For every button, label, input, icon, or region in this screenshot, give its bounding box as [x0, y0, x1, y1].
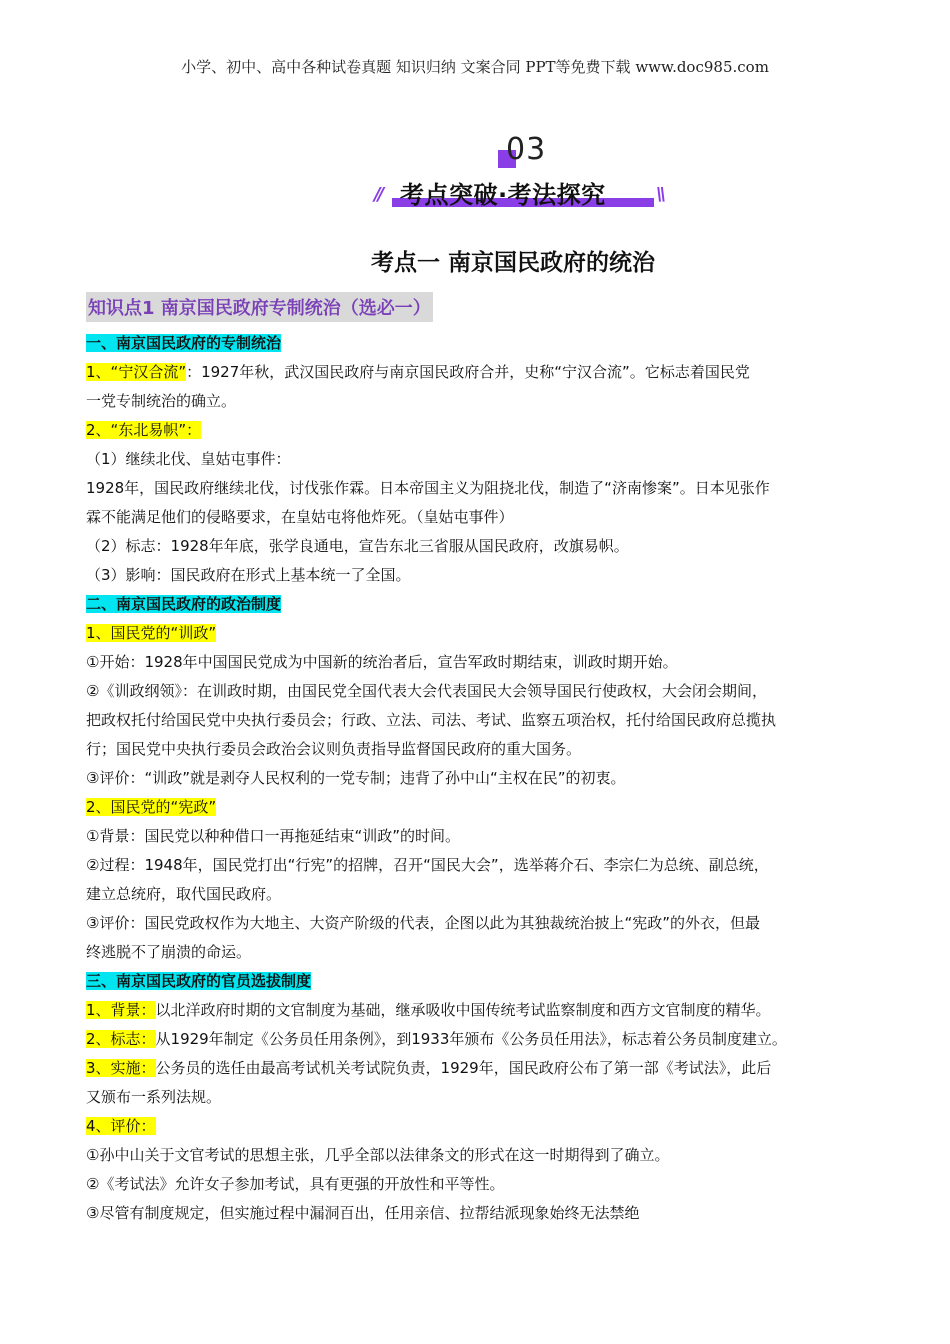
body-text: 从1929年制定《公务员任用条例》，到1933年颁布《公务员任用法》，标志着公务员制度建立。 [155, 1030, 787, 1048]
highlighted-label: 2、国民党的“宪政” [86, 798, 217, 816]
text-line [86, 706, 876, 735]
text-line [86, 1025, 876, 1054]
text-line [86, 909, 876, 938]
text-line [86, 677, 876, 706]
body-text: 又颁布一系列法规。 [86, 1088, 222, 1106]
body-text: （1）继续北伐、皇姑屯事件： [86, 450, 291, 468]
highlighted-label: 2、“东北易帜”： [86, 421, 202, 439]
body-text: （2）标志：1928年年底，张学良通电，宣告东北三省服从国民政府，改旗易帜。 [86, 537, 629, 555]
section-heading: 一、南京国民政府的专制统治 [86, 334, 282, 352]
text-line [86, 967, 876, 996]
body-text: 建立总统府，取代国民政府。 [86, 885, 282, 903]
highlighted-label: 4、评价： [86, 1117, 156, 1135]
text-line [86, 503, 876, 532]
left-slash-decoration: // [374, 184, 382, 205]
text-line [86, 445, 876, 474]
section-number-block [498, 132, 558, 172]
highlighted-label: 1、国民党的“训政” [86, 624, 217, 642]
section-heading: 三、南京国民政府的官员选拔制度 [86, 972, 312, 990]
body-text: 霖不能满足他们的侵略要求，在皇姑屯将他炸死。（皇姑屯事件） [86, 508, 514, 526]
body-text: 一党专制统治的确立。 [86, 392, 237, 410]
body-text: ③评价：“训政”就是剥夺人民权利的一党专制；违背了孙中山“主权在民”的初衷。 [86, 769, 626, 787]
text-line [86, 329, 876, 358]
body-text: （3）影响：国民政府在形式上基本统一了全国。 [86, 566, 411, 584]
body-text: ①孙中山关于文官考试的思想主张，几乎全部以法律条文的形式在这一时期得到了确立。 [86, 1146, 670, 1164]
document-body [86, 329, 876, 1228]
body-text: 终逃脱不了崩溃的命运。 [86, 943, 252, 961]
text-line [86, 619, 876, 648]
knowledge-point-heading: 知识点1 南京国民政府专制统治（选必一） [86, 292, 433, 322]
text-line [86, 1083, 876, 1112]
section-number: 03 [506, 132, 547, 167]
text-line [86, 996, 876, 1025]
text-line [86, 822, 876, 851]
body-text: 1928年，国民政府继续北伐，讨伐张作霖。日本帝国主义为阻挠北伐，制造了“济南惨案”。日本见张作 [86, 479, 770, 497]
body-text: 以北洋政府时期的文官制度为基础，继承吸收中国传统考试监察制度和西方文官制度的精华。 [155, 1001, 771, 1019]
body-text: ①开始：1928年中国国民党成为中国新的统治者后，宣告军政时期结束，训政时期开始。 [86, 653, 678, 671]
text-line [86, 938, 876, 967]
text-line [86, 1141, 876, 1170]
text-line [86, 1199, 876, 1228]
body-text: ②《考试法》允许女子参加考试，具有更强的开放性和平等性。 [86, 1175, 505, 1193]
text-line [86, 1054, 876, 1083]
body-text: 把政权托付给国民党中央执行委员会；行政、立法、司法、考试、监察五项治权，托付给国民政府总揽执 [86, 711, 777, 729]
text-line [86, 387, 876, 416]
text-line [86, 416, 876, 445]
page-header: 小学、初中、高中各种试卷真题 知识归纳 文案合同 PPT等免费下载 www.doc985.com [181, 58, 769, 76]
text-line [86, 648, 876, 677]
highlighted-label: 1、背景： [86, 1001, 156, 1019]
highlighted-label: 2、标志： [86, 1030, 156, 1048]
right-slash-decoration: \\ [656, 184, 664, 205]
body-text: ②《训政纲领》：在训政时期，由国民党全国代表大会代表国民大会领导国民行使政权，大会闭会期间， [86, 682, 767, 700]
text-line [86, 590, 876, 619]
highlighted-label: 1、“宁汉合流” [86, 363, 187, 381]
text-line [86, 793, 876, 822]
text-line [86, 1170, 876, 1199]
text-line [86, 358, 876, 387]
body-text: ③评价：国民党政权作为大地主、大资产阶级的代表，企图以此为其独裁统治披上“宪政”的外衣，但最 [86, 914, 760, 932]
body-text: 行；国民党中央执行委员会政治会议则负责指导监督国民政府的重大国务。 [86, 740, 582, 758]
body-text: ：1927年秋，武汉国民政府与南京国民政府合并，史称“宁汉合流”。它标志着国民党 [186, 363, 750, 381]
body-text: ③尽管有制度规定，但实施过程中漏洞百出，任用亲信、拉帮结派现象始终无法禁绝 [86, 1204, 640, 1222]
highlighted-label: 3、实施： [86, 1059, 156, 1077]
body-text: ①背景：国民党以种种借口一再拖延结束“训政”的时间。 [86, 827, 460, 845]
text-line [86, 851, 876, 880]
body-text: 公务员的选任由最高考试机关考试院负责，1929年，国民政府公布了第一部《考试法》，此后 [155, 1059, 772, 1077]
section-title: 考点突破·考法探究 [400, 181, 606, 209]
text-line [86, 764, 876, 793]
section-banner [370, 128, 680, 218]
text-line [86, 474, 876, 503]
body-text: ②过程：1948年，国民党打出“行宪”的招牌，召开“国民大会”，选举蒋介石、李宗仁为总统、副总统， [86, 856, 769, 874]
text-line [86, 735, 876, 764]
section-heading: 二、南京国民政府的政治制度 [86, 595, 282, 613]
text-line [86, 880, 876, 909]
text-line [86, 532, 876, 561]
topic-heading: 考点一 南京国民政府的统治 [370, 250, 655, 276]
text-line [86, 1112, 876, 1141]
text-line [86, 561, 876, 590]
